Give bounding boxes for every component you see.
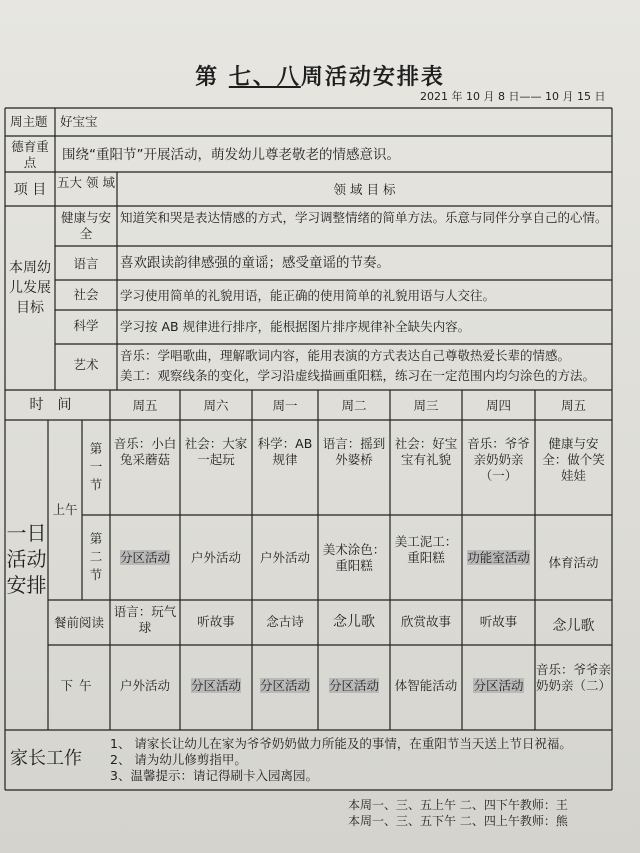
theme-label: 周主题 (10, 114, 48, 129)
cell-p1-tue: 语言：摇到外婆桥 (322, 436, 386, 467)
moral-label: 德育重点 (11, 139, 49, 170)
domain-name-science: 科学 (73, 318, 99, 333)
domain-goal-art-music: 音乐：学唱歌曲，理解歌词内容，能用表演的方式表达自己尊敬热爱长辈的情感。 (120, 348, 571, 363)
day-header-5: 周三 (413, 398, 439, 413)
period-2-label: 第二节 (89, 531, 103, 582)
day-header-4: 周二 (341, 398, 367, 413)
cell-read-tue: 念儿歌 (333, 614, 375, 630)
domain-name-art: 艺术 (73, 357, 99, 372)
cell-p2-fri2: 体育活动 (548, 555, 599, 570)
cell-p1-fri2: 健康与安全：做个笑娃娃 (542, 436, 605, 483)
day-header-2: 周六 (203, 398, 229, 413)
domain-goal-language: 喜欢跟读韵律感强的童谣；感受童谣的节奏。 (120, 255, 390, 271)
domain-name-health: 健康与安全 (60, 210, 111, 241)
cell-pm-thu: 分区活动 (473, 678, 524, 693)
cell-read-sat: 听故事 (197, 614, 235, 629)
morning-label: 上午 (52, 502, 78, 517)
five-domains-header: 五大 领 域 (57, 175, 115, 190)
domain-name-language: 语言 (73, 256, 99, 271)
domain-goal-art-fine: 美工：观察线条的变化，学习沿虚线描画重阳糕，练习在一定范围内均匀涂色的方法。 (120, 368, 596, 383)
cell-read-mon: 念古诗 (266, 614, 304, 629)
domain-goal-header: 领 域 目 标 (333, 182, 396, 197)
cell-p1-wed: 社会：好宝宝有礼貌 (394, 436, 458, 467)
page-title: 第 七、八周活动安排表 (195, 64, 445, 90)
cell-p1-thu: 音乐：爷爷亲奶奶亲（一） (467, 436, 530, 483)
cell-p1-mon: 科学：AB 规律 (257, 436, 313, 467)
parent-work-label: 家长工作 (10, 748, 82, 769)
cell-pm-fri: 户外活动 (119, 678, 170, 693)
pre-meal-reading-label: 餐前阅读 (53, 615, 104, 630)
daily-schedule-label: 一日活动安排 (6, 521, 47, 597)
cell-p2-tue: 美术涂色：重阳糕 (322, 542, 386, 573)
parent-note-1: 1、 请家长让幼儿在家为爷爷奶奶做力所能及的事情，在重阳节当天送上节日祝福。 (110, 736, 572, 751)
cell-read-fri: 语言：玩气球 (113, 604, 177, 635)
project-header: 项 目 (13, 182, 47, 198)
goals-row-label: 本周幼儿发展目标 (9, 260, 51, 316)
day-header-1: 周五 (132, 398, 158, 413)
parent-note-3: 3、温馨提示：请记得刷卡入园离园。 (110, 768, 318, 783)
cell-pm-mon: 分区活动 (259, 678, 310, 693)
cell-p2-fri: 分区活动 (119, 550, 170, 565)
cell-p2-sat: 户外活动 (190, 550, 241, 565)
moral-value: 围绕“重阳节”开展活动，萌发幼儿尊老敬老的情感意识。 (62, 147, 400, 163)
parent-note-2: 2、 请为幼儿修剪指甲。 (110, 752, 247, 767)
teacher-line-2: 本周一、三、五下午 二、四上午教师：熊 (348, 814, 568, 828)
cell-p1-sat: 社会：大家一起玩 (184, 436, 248, 467)
domain-name-society: 社会 (73, 287, 99, 302)
cell-p2-mon: 户外活动 (259, 550, 310, 565)
cell-pm-sat: 分区活动 (190, 678, 241, 693)
period-1-label: 第一节 (89, 441, 103, 492)
day-header-6: 周四 (485, 398, 511, 413)
cell-p2-wed: 美工泥工：重阳糕 (394, 534, 458, 565)
theme-value: 好宝宝 (60, 114, 98, 129)
cell-p2-thu: 功能室活动 (467, 550, 530, 565)
day-header-7: 周五 (560, 398, 586, 413)
cell-pm-wed: 体智能活动 (394, 678, 458, 693)
cell-read-fri2: 念儿歌 (552, 618, 595, 634)
cell-pm-tue: 分区活动 (328, 678, 379, 693)
afternoon-label: 下午 (60, 678, 98, 693)
time-header: 时间 (29, 397, 86, 413)
day-header-3: 周一 (272, 398, 298, 413)
cell-pm-fri2: 音乐：爷爷亲奶奶亲（二） (536, 662, 612, 693)
cell-p1-fri: 音乐：小白兔采蘑菇 (113, 436, 177, 467)
domain-goal-society: 学习使用简单的礼貌用语，能正确的使用简单的礼貌用语与人交往。 (120, 288, 496, 303)
date-range: 2021 年 10 月 8 日—— 10 月 15 日 (420, 90, 606, 103)
domain-goal-health: 知道笑和哭是表达情感的方式，学习调整情绪的简单方法。乐意与同伴分享自己的心情。 (120, 210, 608, 225)
cell-read-wed: 欣赏故事 (400, 614, 451, 629)
teacher-line-1: 本周一、三、五上午 二、四下午教师：王 (348, 798, 568, 812)
cell-read-thu: 听故事 (479, 614, 518, 629)
domain-goal-science: 学习按 AB 规律进行排序，能根据图片排序规律补全缺失内容。 (120, 319, 471, 334)
